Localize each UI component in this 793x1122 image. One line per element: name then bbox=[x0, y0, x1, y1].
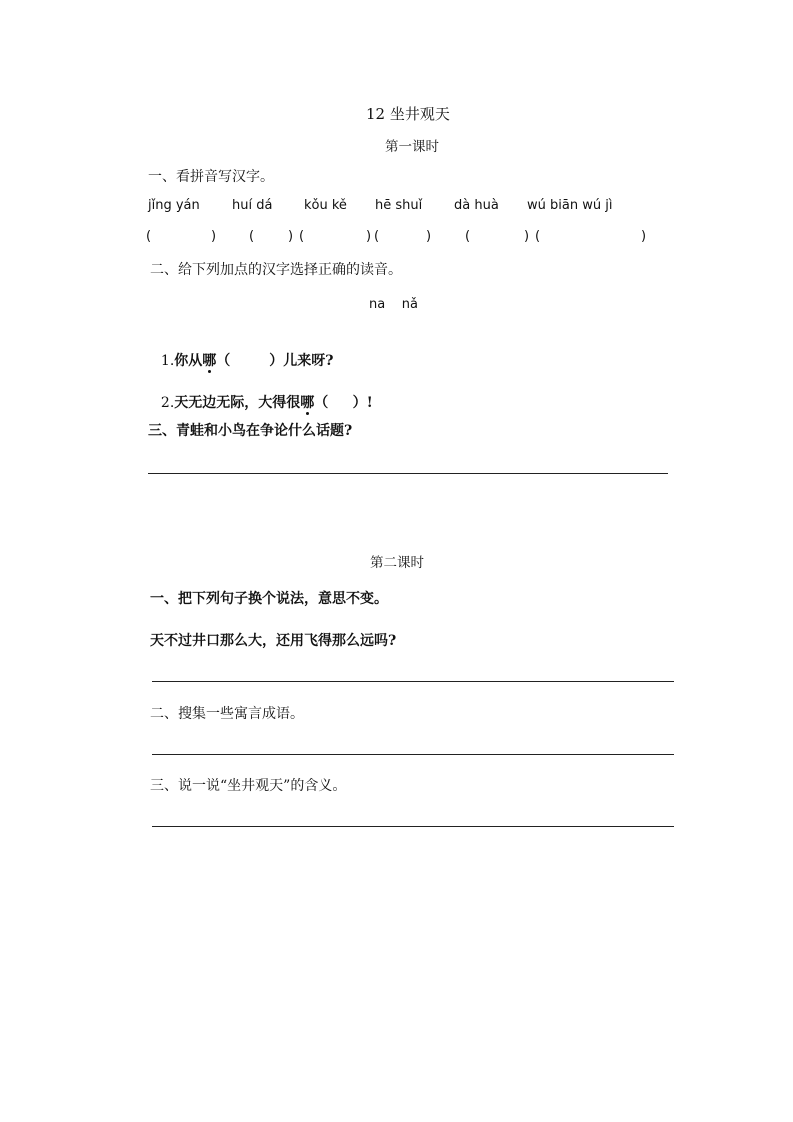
pronunciation-options: na nǎ bbox=[369, 297, 418, 312]
pinyin-2: huí dá bbox=[232, 198, 273, 213]
question-3-heading: 三、青蛙和小鸟在争论什么话题? bbox=[148, 423, 353, 439]
answer-paren-open-1: ( bbox=[146, 229, 152, 244]
q2-item-1-text-pre: 你从 bbox=[174, 353, 203, 369]
q2-item-2-text-post: （ ）! bbox=[314, 395, 373, 411]
question-2-heading: 二、给下列加点的汉字选择正确的读音。 bbox=[150, 262, 402, 278]
q2-item-2-text-pre: 天无边无际，大得很 bbox=[174, 395, 301, 411]
answer-paren-close-4: ) bbox=[426, 229, 432, 244]
pinyin-5: dà huà bbox=[454, 198, 499, 213]
answer-line-2[interactable] bbox=[152, 681, 674, 682]
lesson2-title: 第二课时 bbox=[370, 555, 424, 571]
question-1-heading: 一、看拼音写汉字。 bbox=[148, 169, 274, 185]
answer-line-4[interactable] bbox=[152, 826, 674, 827]
q2-item-1 bbox=[152, 334, 333, 370]
answer-paren-close-5: ) bbox=[524, 229, 530, 244]
q2-item-2-dotted-char: 哪 bbox=[300, 392, 314, 412]
lesson2-question-1-sentence: 天不过井口那么大，还用飞得那么远吗? bbox=[150, 633, 397, 649]
pinyin-4: hē shuǐ bbox=[375, 198, 423, 213]
answer-paren-open-6: ( bbox=[535, 229, 541, 244]
lesson1-title: 第一课时 bbox=[385, 139, 439, 155]
pinyin-6: wú biān wú jì bbox=[527, 198, 613, 213]
lesson2-question-2-heading: 二、搜集一些寓言成语。 bbox=[150, 706, 304, 722]
q2-item-2-number: 2. bbox=[160, 395, 175, 411]
answer-paren-close-6: ) bbox=[641, 229, 647, 244]
lesson2-question-3-heading: 三、说一说“坐井观天”的含义。 bbox=[150, 778, 347, 794]
answer-line-1[interactable] bbox=[148, 473, 668, 474]
answer-line-3[interactable] bbox=[152, 754, 674, 755]
q2-item-1-dotted-char: 哪 bbox=[202, 350, 216, 370]
pinyin-3: kǒu kě bbox=[304, 198, 347, 213]
answer-paren-open-5: ( bbox=[465, 229, 471, 244]
page-title: 12 坐井观天 bbox=[366, 105, 450, 123]
q2-item-1-text-post: （ ）儿来呀? bbox=[216, 353, 334, 369]
q2-item-1-number: 1. bbox=[160, 353, 175, 369]
answer-paren-open-4: ( bbox=[374, 229, 380, 244]
answer-paren-open-2: ( bbox=[249, 229, 255, 244]
answer-paren-close-2: ) bbox=[288, 229, 294, 244]
answer-paren-close-1: ) bbox=[211, 229, 217, 244]
answer-paren-open-3: ( bbox=[299, 229, 305, 244]
answer-paren-close-3: ) bbox=[366, 229, 372, 244]
pinyin-1: jǐng yán bbox=[148, 198, 200, 213]
lesson2-question-1-heading: 一、把下列句子换个说法，意思不变。 bbox=[150, 591, 388, 607]
q2-item-2 bbox=[152, 376, 373, 412]
